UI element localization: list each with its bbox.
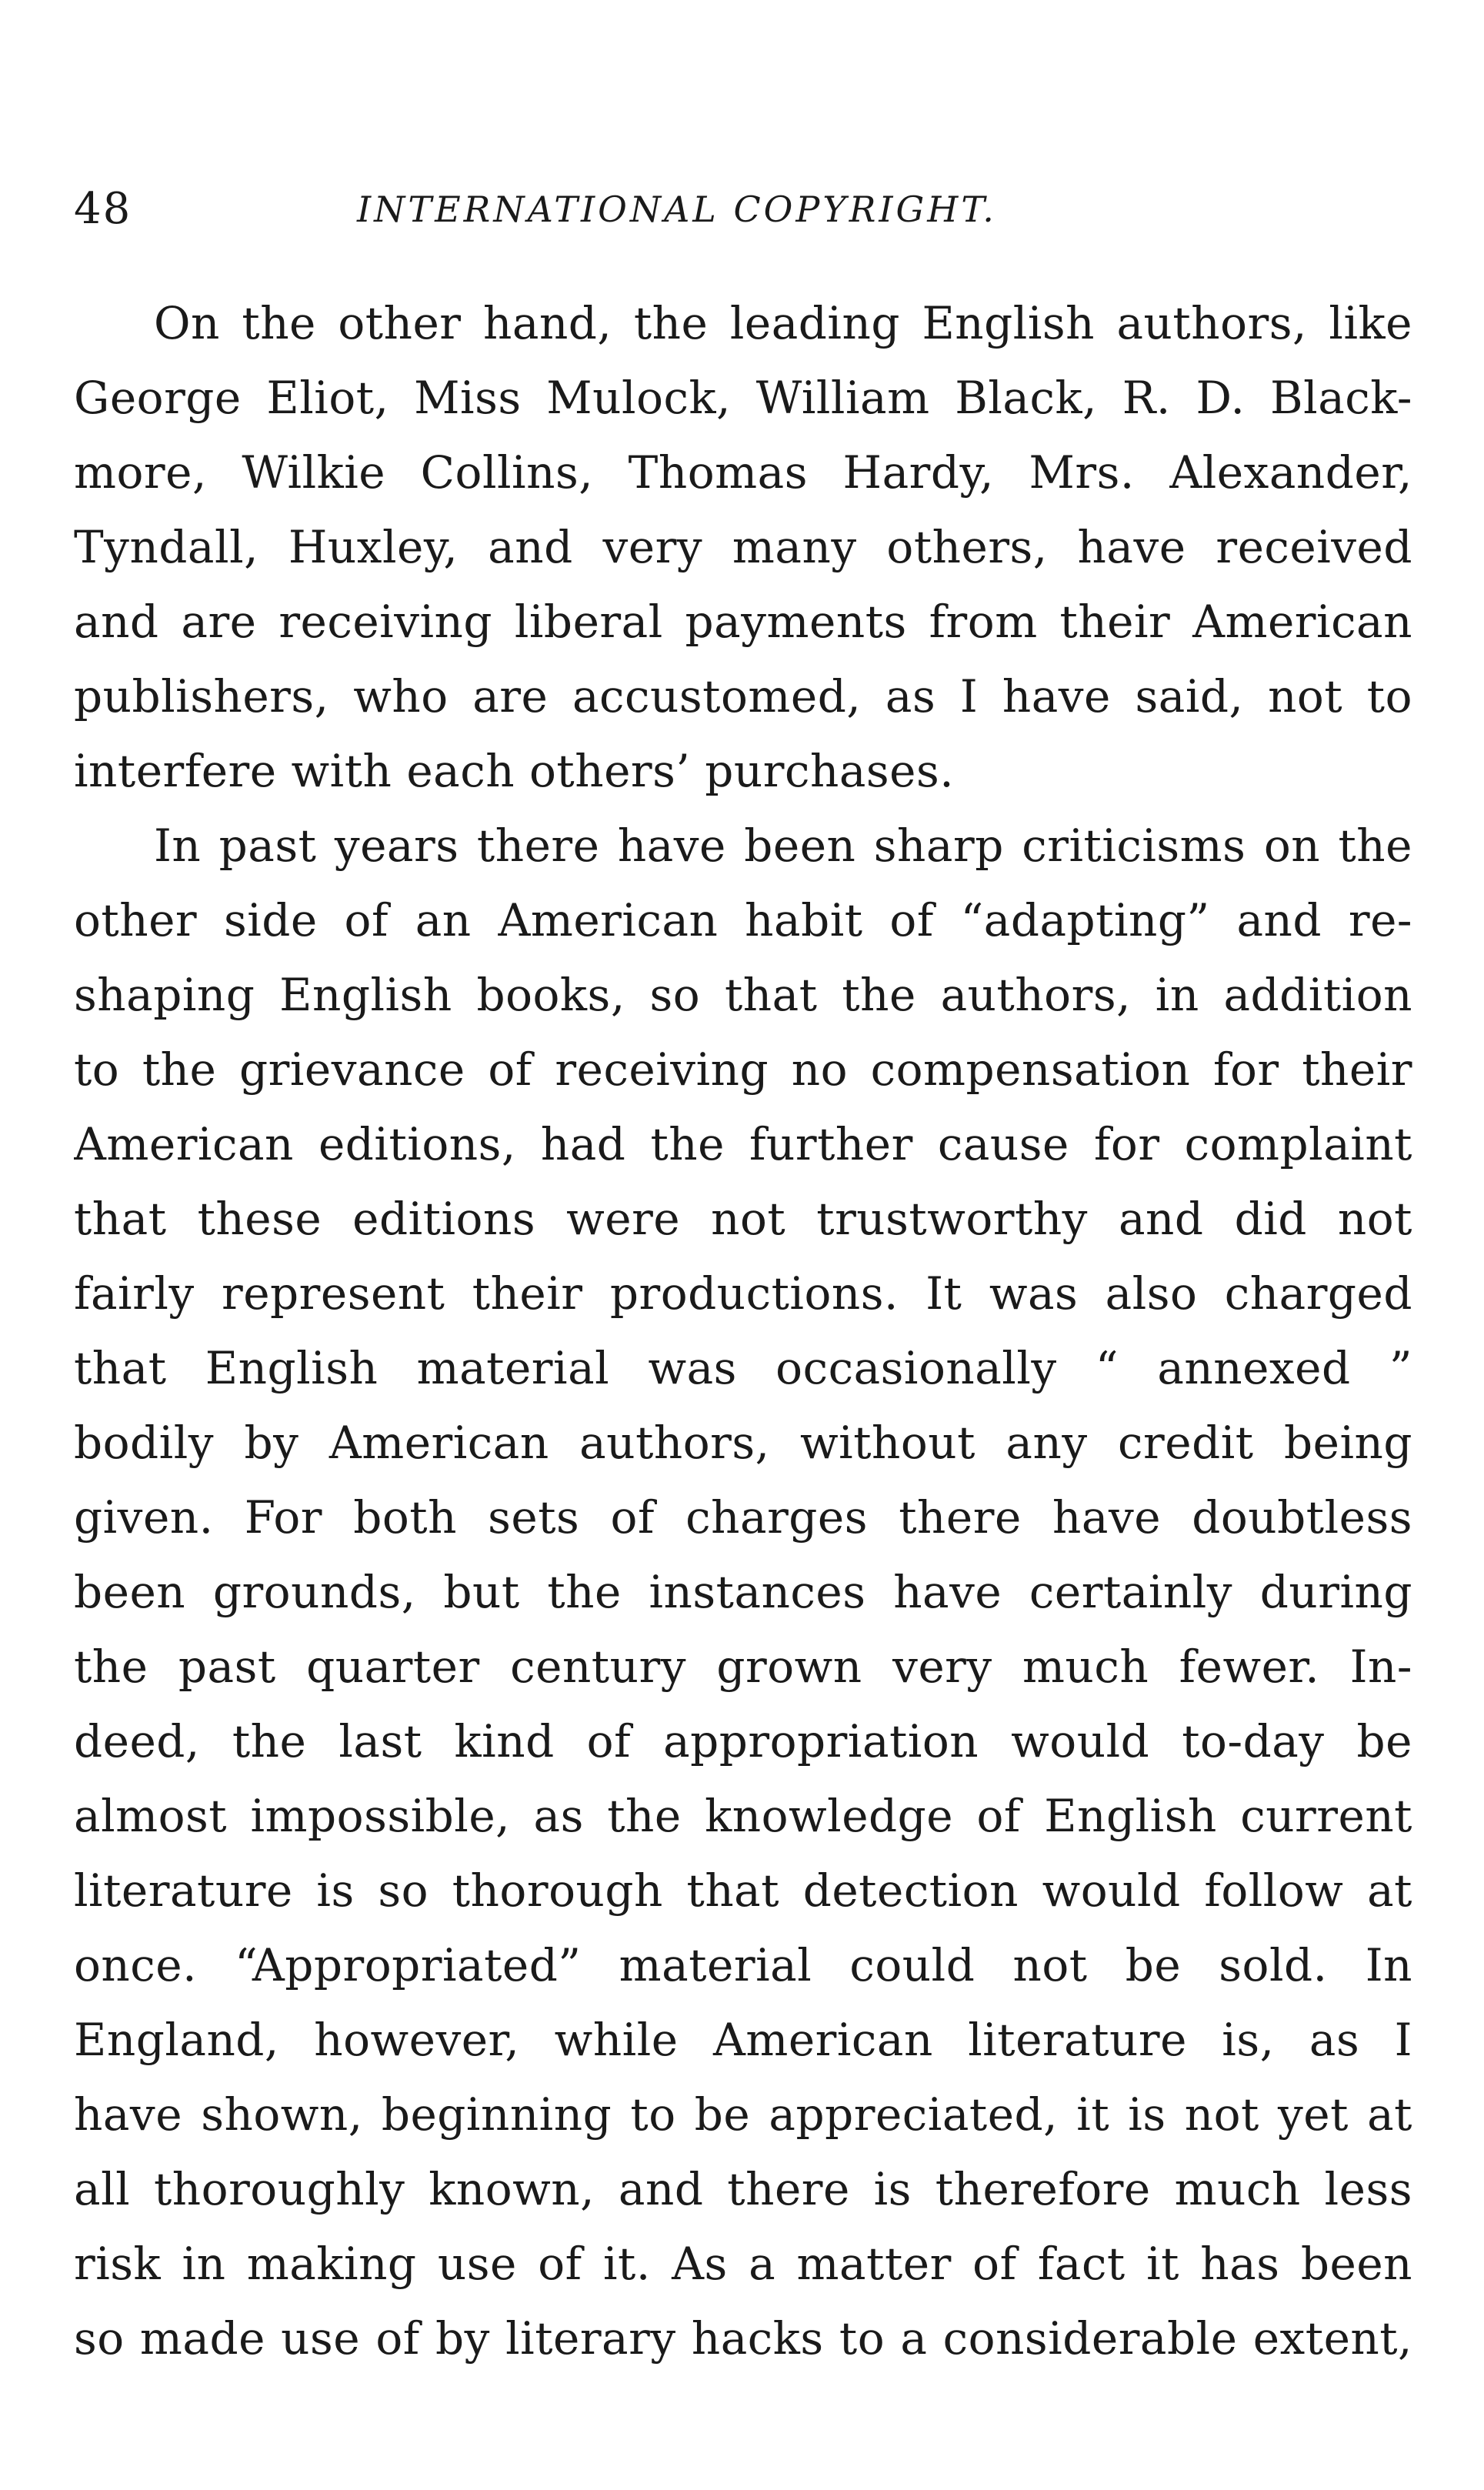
text-line: On the other hand, the leading English authors, like: [154, 297, 1412, 349]
text-line: England, however, while American literature is, as I: [74, 2014, 1412, 2066]
text-line: In past years there have been sharp criticisms on the: [154, 819, 1412, 872]
text-line: that these editions were not trustworthy and did not: [74, 1193, 1412, 1245]
text-line: have shown, beginning to be appreciated, it is not yet at: [74, 2088, 1412, 2141]
text-line: the past quarter century grown very much fewer. In-: [74, 1641, 1412, 1693]
page-number: 48: [74, 184, 132, 234]
text-line: Tyndall, Huxley, and very many others, have received: [74, 521, 1412, 573]
text-line: publishers, who are accustomed, as I have said, not to: [74, 670, 1412, 723]
page-header: [74, 179, 1416, 240]
text-line: risk in making use of it. As a matter of fact it has been: [74, 2238, 1412, 2290]
text-line: American editions, had the further cause for complaint: [74, 1118, 1412, 1170]
text-line: fairly represent their productions. It was also charged: [74, 1267, 1412, 1320]
text-line: to the grievance of receiving no compensation for their: [74, 1043, 1412, 1096]
text-line: almost impossible, as the knowledge of English current: [74, 1790, 1412, 1842]
paragraph-1: [74, 286, 1412, 809]
text-line: deed, the last kind of appropriation would to-day be: [74, 1715, 1412, 1767]
text-line: interfere with each others’ purchases.: [74, 745, 955, 797]
text-line: all thoroughly known, and there is therefore much less: [74, 2163, 1412, 2215]
text-line: once. “Appropriated” material could not be sold. In: [74, 1939, 1412, 1991]
running-head: INTERNATIONAL COPYRIGHT.: [357, 189, 997, 230]
text-line: and are receiving liberal payments from their American: [74, 596, 1412, 648]
body-text: [74, 286, 1412, 2376]
paragraph-2: [74, 809, 1412, 2376]
text-line: so made use of by literary hacks to a considerable extent,: [74, 2312, 1412, 2365]
text-line: bodily by American authors, without any credit being: [74, 1417, 1412, 1469]
text-line: George Eliot, Miss Mulock, William Black, R. D. Black-: [74, 372, 1412, 424]
text-line: literature is so thorough that detection would follow at: [74, 1864, 1412, 1917]
text-line: more, Wilkie Collins, Thomas Hardy, Mrs. Alexander,: [74, 446, 1412, 499]
text-line: given. For both sets of charges there have doubtless: [74, 1491, 1412, 1544]
text-line: been grounds, but the instances have certainly during: [74, 1566, 1412, 1618]
text-line: shaping English books, so that the authors, in addition: [74, 969, 1412, 1021]
text-line: other side of an American habit of “adapting” and re-: [74, 894, 1412, 946]
text-line: that English material was occasionally “ annexed ”: [74, 1342, 1412, 1394]
